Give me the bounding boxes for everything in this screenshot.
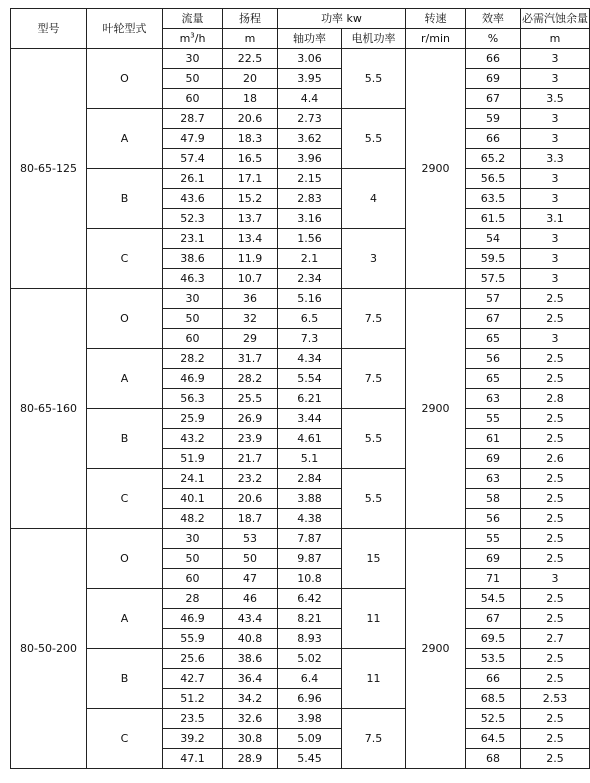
motor-power-cell: 5.5 [342, 109, 406, 169]
head-cell: 23.9 [223, 429, 278, 449]
efficiency-cell: 57.5 [466, 269, 521, 289]
table-body [11, 49, 590, 769]
npsh-cell: 3 [521, 329, 590, 349]
flow-cell: 50 [163, 309, 223, 329]
npsh-cell: 3 [521, 269, 590, 289]
motor-power-cell: 7.5 [342, 709, 406, 769]
flow-cell: 43.2 [163, 429, 223, 449]
npsh-cell: 3 [521, 129, 590, 149]
efficiency-cell: 53.5 [466, 649, 521, 669]
head-cell: 18.7 [223, 509, 278, 529]
speed-cell: 2900 [406, 49, 466, 289]
efficiency-cell: 54.5 [466, 589, 521, 609]
header-efficiency: 效率 [466, 9, 521, 29]
shaft-power-cell: 3.96 [278, 149, 342, 169]
table-row [11, 469, 590, 489]
flow-cell: 47.1 [163, 749, 223, 769]
flow-cell: 60 [163, 569, 223, 589]
npsh-cell: 2.5 [521, 709, 590, 729]
shaft-power-cell: 5.09 [278, 729, 342, 749]
table-row [11, 709, 590, 729]
impeller-type-cell: A [87, 349, 163, 409]
flow-cell: 55.9 [163, 629, 223, 649]
efficiency-cell: 63 [466, 389, 521, 409]
shaft-power-cell: 6.42 [278, 589, 342, 609]
shaft-power-cell: 3.62 [278, 129, 342, 149]
efficiency-cell: 67 [466, 609, 521, 629]
speed-cell: 2900 [406, 529, 466, 769]
flow-cell: 46.3 [163, 269, 223, 289]
flow-unit-rest: /h [194, 32, 206, 45]
efficiency-cell: 68 [466, 749, 521, 769]
head-cell: 22.5 [223, 49, 278, 69]
head-cell: 46 [223, 589, 278, 609]
motor-power-cell: 5.5 [342, 49, 406, 109]
motor-power-cell: 11 [342, 649, 406, 709]
flow-cell: 47.9 [163, 129, 223, 149]
npsh-cell: 2.5 [521, 729, 590, 749]
flow-cell: 46.9 [163, 369, 223, 389]
npsh-cell: 2.5 [521, 589, 590, 609]
flow-cell: 50 [163, 549, 223, 569]
flow-cell: 52.3 [163, 209, 223, 229]
npsh-cell: 3 [521, 229, 590, 249]
head-cell: 20.6 [223, 489, 278, 509]
flow-cell: 28.2 [163, 349, 223, 369]
flow-cell: 50 [163, 69, 223, 89]
npsh-cell: 2.5 [521, 369, 590, 389]
header-flow: 流量 [163, 9, 223, 29]
shaft-power-cell: 8.93 [278, 629, 342, 649]
npsh-cell: 2.5 [521, 289, 590, 309]
head-cell: 29 [223, 329, 278, 349]
efficiency-cell: 69 [466, 449, 521, 469]
impeller-type-cell: O [87, 529, 163, 589]
shaft-power-cell: 5.16 [278, 289, 342, 309]
shaft-power-cell: 5.02 [278, 649, 342, 669]
flow-cell: 28.7 [163, 109, 223, 129]
head-cell: 15.2 [223, 189, 278, 209]
header-model: 型号 [11, 9, 87, 49]
efficiency-cell: 69.5 [466, 629, 521, 649]
head-cell: 32.6 [223, 709, 278, 729]
flow-cell: 56.3 [163, 389, 223, 409]
header-npsh: 必需汽蚀余量 [521, 9, 590, 29]
flow-unit-sup: 3 [190, 31, 195, 40]
npsh-cell: 2.5 [521, 489, 590, 509]
header-head: 扬程 [223, 9, 278, 29]
header-speed-unit: r/min [406, 29, 466, 49]
flow-cell: 51.2 [163, 689, 223, 709]
npsh-cell: 2.5 [521, 529, 590, 549]
table-row [11, 529, 590, 549]
npsh-cell: 2.5 [521, 429, 590, 449]
head-cell: 53 [223, 529, 278, 549]
efficiency-cell: 65 [466, 329, 521, 349]
head-cell: 34.2 [223, 689, 278, 709]
efficiency-cell: 63 [466, 469, 521, 489]
shaft-power-cell: 7.3 [278, 329, 342, 349]
motor-power-cell: 15 [342, 529, 406, 589]
flow-cell: 57.4 [163, 149, 223, 169]
npsh-cell: 2.5 [521, 509, 590, 529]
shaft-power-cell: 6.96 [278, 689, 342, 709]
motor-power-cell: 7.5 [342, 349, 406, 409]
head-cell: 38.6 [223, 649, 278, 669]
head-cell: 28.9 [223, 749, 278, 769]
npsh-cell: 2.5 [521, 749, 590, 769]
efficiency-cell: 65.2 [466, 149, 521, 169]
flow-cell: 23.5 [163, 709, 223, 729]
npsh-cell: 2.5 [521, 609, 590, 629]
motor-power-cell: 4 [342, 169, 406, 229]
shaft-power-cell: 5.54 [278, 369, 342, 389]
flow-cell: 23.1 [163, 229, 223, 249]
shaft-power-cell: 5.1 [278, 449, 342, 469]
npsh-cell: 3 [521, 249, 590, 269]
head-cell: 17.1 [223, 169, 278, 189]
efficiency-cell: 57 [466, 289, 521, 309]
flow-cell: 48.2 [163, 509, 223, 529]
flow-cell: 30 [163, 529, 223, 549]
impeller-type-cell: O [87, 289, 163, 349]
head-cell: 31.7 [223, 349, 278, 369]
shaft-power-cell: 7.87 [278, 529, 342, 549]
header-shaft-power: 轴功率 [278, 29, 342, 49]
shaft-power-cell: 3.16 [278, 209, 342, 229]
header-speed: 转速 [406, 9, 466, 29]
npsh-cell: 3 [521, 49, 590, 69]
efficiency-cell: 56.5 [466, 169, 521, 189]
head-cell: 13.7 [223, 209, 278, 229]
efficiency-cell: 65 [466, 369, 521, 389]
model-cell: 80-65-160 [11, 289, 87, 529]
impeller-type-cell: B [87, 649, 163, 709]
npsh-cell: 3 [521, 109, 590, 129]
shaft-power-cell: 2.1 [278, 249, 342, 269]
shaft-power-cell: 4.61 [278, 429, 342, 449]
npsh-cell: 2.5 [521, 649, 590, 669]
shaft-power-cell: 4.4 [278, 89, 342, 109]
head-cell: 23.2 [223, 469, 278, 489]
flow-cell: 25.6 [163, 649, 223, 669]
flow-cell: 42.7 [163, 669, 223, 689]
head-cell: 20.6 [223, 109, 278, 129]
efficiency-cell: 66 [466, 129, 521, 149]
shaft-power-cell: 2.15 [278, 169, 342, 189]
header-head-unit: m [223, 29, 278, 49]
impeller-type-cell: A [87, 109, 163, 169]
npsh-cell: 2.5 [521, 549, 590, 569]
shaft-power-cell: 10.8 [278, 569, 342, 589]
head-cell: 20 [223, 69, 278, 89]
npsh-cell: 3.3 [521, 149, 590, 169]
flow-cell: 24.1 [163, 469, 223, 489]
shaft-power-cell: 3.06 [278, 49, 342, 69]
impeller-type-cell: A [87, 589, 163, 649]
npsh-cell: 3.1 [521, 209, 590, 229]
head-cell: 28.2 [223, 369, 278, 389]
header-npsh-unit: m [521, 29, 590, 49]
efficiency-cell: 55 [466, 409, 521, 429]
shaft-power-cell: 4.34 [278, 349, 342, 369]
flow-cell: 60 [163, 89, 223, 109]
shaft-power-cell: 9.87 [278, 549, 342, 569]
header-row-1 [11, 9, 590, 29]
motor-power-cell: 5.5 [342, 469, 406, 529]
head-cell: 25.5 [223, 389, 278, 409]
head-cell: 21.7 [223, 449, 278, 469]
shaft-power-cell: 6.21 [278, 389, 342, 409]
flow-cell: 39.2 [163, 729, 223, 749]
motor-power-cell: 11 [342, 589, 406, 649]
npsh-cell: 3 [521, 69, 590, 89]
npsh-cell: 3 [521, 569, 590, 589]
model-cell: 80-65-125 [11, 49, 87, 289]
shaft-power-cell: 3.88 [278, 489, 342, 509]
efficiency-cell: 58 [466, 489, 521, 509]
impeller-type-cell: C [87, 469, 163, 529]
table-row [11, 649, 590, 669]
table-row [11, 289, 590, 309]
efficiency-cell: 56 [466, 509, 521, 529]
shaft-power-cell: 6.4 [278, 669, 342, 689]
npsh-cell: 2.5 [521, 469, 590, 489]
efficiency-cell: 54 [466, 229, 521, 249]
flow-cell: 38.6 [163, 249, 223, 269]
head-cell: 36 [223, 289, 278, 309]
efficiency-cell: 52.5 [466, 709, 521, 729]
head-cell: 26.9 [223, 409, 278, 429]
flow-cell: 25.9 [163, 409, 223, 429]
efficiency-cell: 63.5 [466, 189, 521, 209]
shaft-power-cell: 4.38 [278, 509, 342, 529]
pump-performance-table [10, 8, 590, 769]
head-cell: 43.4 [223, 609, 278, 629]
npsh-cell: 2.7 [521, 629, 590, 649]
motor-power-cell: 3 [342, 229, 406, 289]
efficiency-cell: 67 [466, 309, 521, 329]
table-row [11, 49, 590, 69]
impeller-type-cell: B [87, 409, 163, 469]
npsh-cell: 2.5 [521, 409, 590, 429]
header-power: 功率 kw [278, 9, 406, 29]
shaft-power-cell: 5.45 [278, 749, 342, 769]
flow-cell: 40.1 [163, 489, 223, 509]
head-cell: 36.4 [223, 669, 278, 689]
efficiency-cell: 61 [466, 429, 521, 449]
shaft-power-cell: 3.95 [278, 69, 342, 89]
shaft-power-cell: 1.56 [278, 229, 342, 249]
table-row [11, 169, 590, 189]
model-cell: 80-50-200 [11, 529, 87, 769]
head-cell: 30.8 [223, 729, 278, 749]
header-motor-power: 电机功率 [342, 29, 406, 49]
head-cell: 32 [223, 309, 278, 329]
head-cell: 18 [223, 89, 278, 109]
shaft-power-cell: 2.34 [278, 269, 342, 289]
flow-cell: 46.9 [163, 609, 223, 629]
flow-cell: 28 [163, 589, 223, 609]
efficiency-cell: 66 [466, 669, 521, 689]
table-row [11, 109, 590, 129]
head-cell: 18.3 [223, 129, 278, 149]
shaft-power-cell: 6.5 [278, 309, 342, 329]
head-cell: 47 [223, 569, 278, 589]
efficiency-cell: 68.5 [466, 689, 521, 709]
impeller-type-cell: C [87, 229, 163, 289]
flow-cell: 60 [163, 329, 223, 349]
npsh-cell: 2.53 [521, 689, 590, 709]
head-cell: 40.8 [223, 629, 278, 649]
npsh-cell: 2.6 [521, 449, 590, 469]
efficiency-cell: 64.5 [466, 729, 521, 749]
efficiency-cell: 55 [466, 529, 521, 549]
flow-cell: 30 [163, 289, 223, 309]
flow-cell: 43.6 [163, 189, 223, 209]
head-cell: 16.5 [223, 149, 278, 169]
npsh-cell: 3.5 [521, 89, 590, 109]
flow-cell: 30 [163, 49, 223, 69]
head-cell: 50 [223, 549, 278, 569]
head-cell: 13.4 [223, 229, 278, 249]
shaft-power-cell: 3.44 [278, 409, 342, 429]
npsh-cell: 2.5 [521, 309, 590, 329]
shaft-power-cell: 2.73 [278, 109, 342, 129]
table-row [11, 589, 590, 609]
shaft-power-cell: 3.98 [278, 709, 342, 729]
flow-cell: 26.1 [163, 169, 223, 189]
impeller-type-cell: B [87, 169, 163, 229]
header-impeller-type: 叶轮型式 [87, 9, 163, 49]
flow-unit-base: m [179, 32, 191, 45]
shaft-power-cell: 2.83 [278, 189, 342, 209]
efficiency-cell: 69 [466, 69, 521, 89]
npsh-cell: 2.5 [521, 669, 590, 689]
table-row [11, 409, 590, 429]
efficiency-cell: 59 [466, 109, 521, 129]
table-row [11, 349, 590, 369]
npsh-cell: 3 [521, 169, 590, 189]
header-efficiency-unit: % [466, 29, 521, 49]
efficiency-cell: 67 [466, 89, 521, 109]
speed-cell: 2900 [406, 289, 466, 529]
efficiency-cell: 71 [466, 569, 521, 589]
shaft-power-cell: 2.84 [278, 469, 342, 489]
npsh-cell: 2.8 [521, 389, 590, 409]
impeller-type-cell: O [87, 49, 163, 109]
npsh-cell: 2.5 [521, 349, 590, 369]
shaft-power-cell: 8.21 [278, 609, 342, 629]
head-cell: 10.7 [223, 269, 278, 289]
header-flow-unit [163, 29, 223, 49]
head-cell: 11.9 [223, 249, 278, 269]
efficiency-cell: 59.5 [466, 249, 521, 269]
efficiency-cell: 61.5 [466, 209, 521, 229]
npsh-cell: 3 [521, 189, 590, 209]
table-header [11, 9, 590, 49]
table-row [11, 229, 590, 249]
motor-power-cell: 7.5 [342, 289, 406, 349]
motor-power-cell: 5.5 [342, 409, 406, 469]
flow-cell: 51.9 [163, 449, 223, 469]
impeller-type-cell: C [87, 709, 163, 769]
efficiency-cell: 69 [466, 549, 521, 569]
efficiency-cell: 66 [466, 49, 521, 69]
efficiency-cell: 56 [466, 349, 521, 369]
